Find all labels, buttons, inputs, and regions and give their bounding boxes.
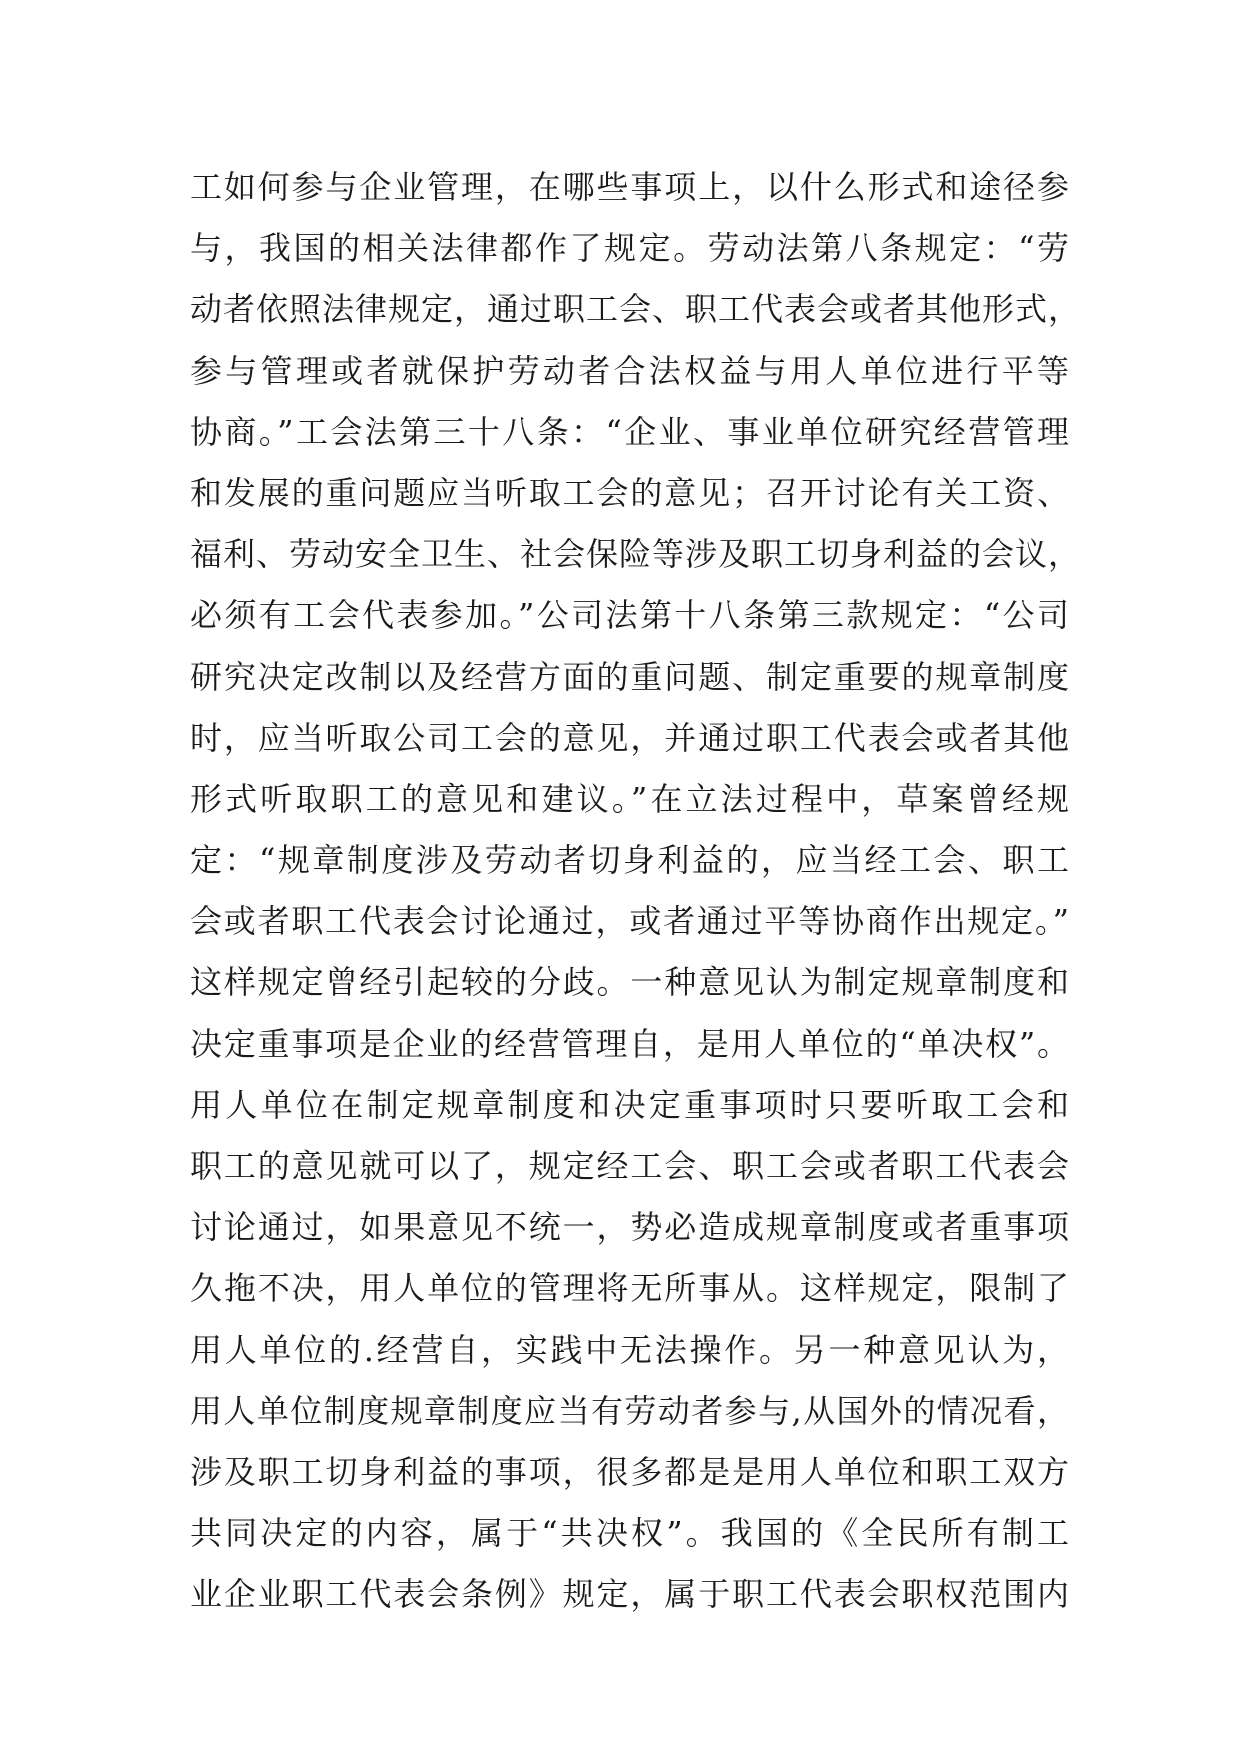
text-line: 业企业职工代表会条例》规定，属于职工代表会职权范围内 <box>190 1575 1070 1614</box>
text-line: 会或者职工代表会讨论通过，或者通过平等协商作出规定。” <box>190 902 1070 941</box>
text-line: 共同决定的内容，属于“共决权”。我国的《全民所有制工 <box>190 1514 1070 1553</box>
text-line: 讨论通过，如果意见不统一，势必造成规章制度或者重事项 <box>190 1208 1070 1247</box>
text-line: 福利、劳动安全卫生、社会保险等涉及职工切身利益的会议， <box>190 535 1082 574</box>
text-line: 用人单位在制定规章制度和决定重事项时只要听取工会和 <box>190 1085 1070 1124</box>
text-line: 必须有工会代表参加。”公司法第十八条第三款规定：“公司 <box>190 596 1070 635</box>
text-line: 协商。”工会法第三十八条：“企业、事业单位研究经营管理 <box>190 412 1070 451</box>
text-line: 工如何参与企业管理，在哪些事项上，以什么形式和途径参 <box>190 168 1070 206</box>
text-line: 职工的意见就可以了，规定经工会、职工会或者职工代表会 <box>190 1147 1070 1185</box>
text-line: 决定重事项是企业的经营管理自，是用人单位的“单决权”。 <box>190 1024 1070 1063</box>
text-line: 用人单位制度规章制度应当有劳动者参与,从国外的情况看， <box>190 1391 1070 1430</box>
text-line: 动者依照法律规定，通过职工会、职工代表会或者其他形式， <box>190 290 1082 329</box>
text-line: 用人单位的.经营自，实践中无法操作。另一种意见认为， <box>190 1330 1070 1369</box>
text-line: 和发展的重问题应当听取工会的意见；召开讨论有关工资、 <box>190 473 1070 512</box>
text-line: 涉及职工切身利益的事项，很多都是是用人单位和职工双方 <box>190 1452 1070 1491</box>
text-line: 这样规定曾经引起较的分歧。一种意见认为制定规章制度和 <box>190 963 1070 1002</box>
text-line: 形式听取职工的意见和建议。”在立法过程中，草案曾经规 <box>190 779 1070 818</box>
text-line: 定：“规章制度涉及劳动者切身利益的，应当经工会、职工 <box>190 841 1070 880</box>
text-line: 时，应当听取公司工会的意见，并通过职工代表会或者其他 <box>190 718 1070 757</box>
text-line: 与，我国的相关法律都作了规定。劳动法第八条规定：“劳 <box>190 229 1070 268</box>
text-line: 研究决定改制以及经营方面的重问题、制定重要的规章制度 <box>190 657 1070 696</box>
text-line: 久拖不决，用人单位的管理将无所事从。这样规定，限制了 <box>190 1269 1070 1308</box>
body-text <box>190 157 1082 1626</box>
text-line: 参与管理或者就保护劳动者合法权益与用人单位进行平等 <box>190 351 1070 390</box>
